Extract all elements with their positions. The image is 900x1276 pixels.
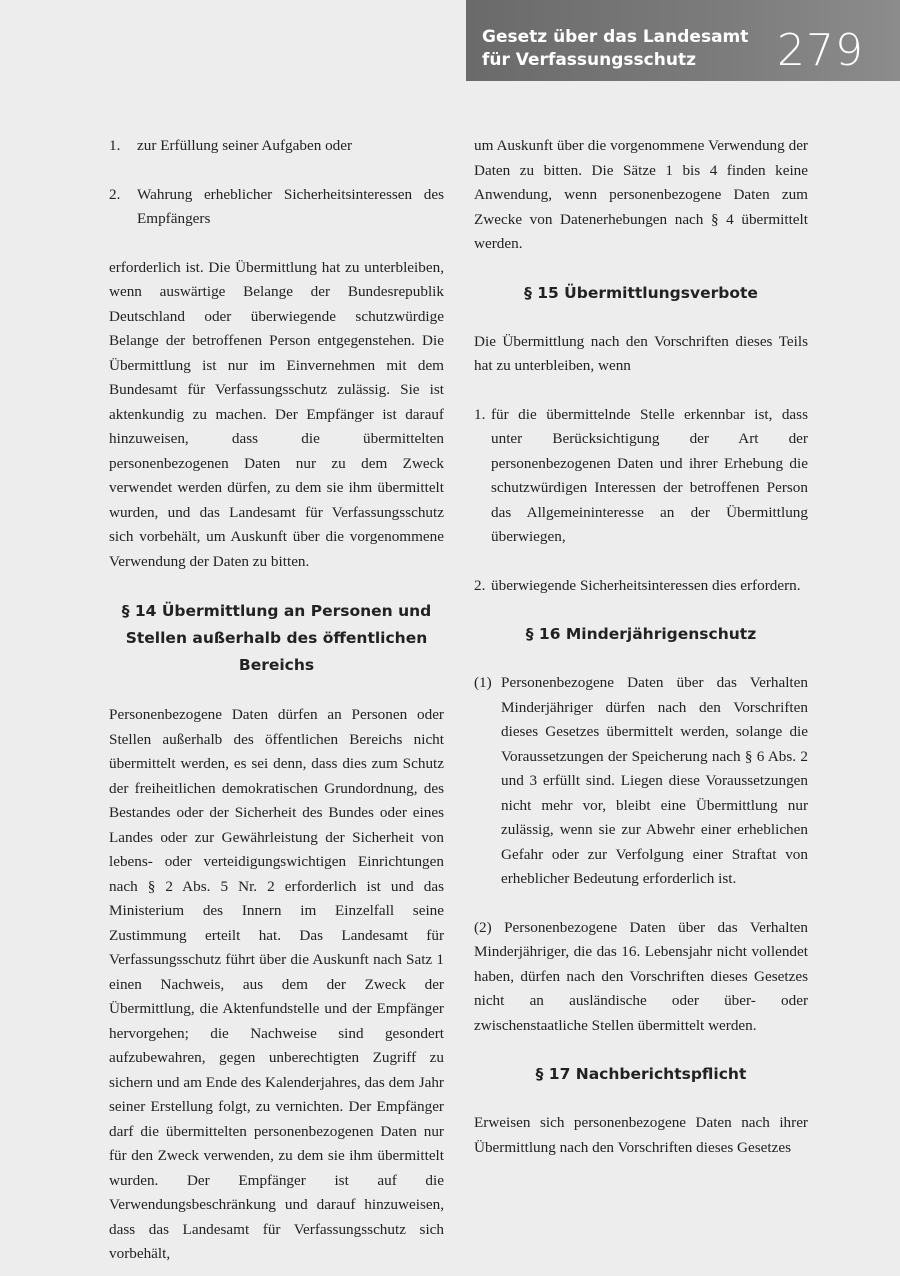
section-heading-16: § 16 Minderjährigenschutz	[525, 625, 757, 643]
list-text: überwiegende Sicherheitsinteressen dies erfordern.	[491, 576, 801, 594]
paragraph: Die Übermittlung nach den Vorschriften dieses Teils hat zu unterbleiben, wenn	[474, 332, 808, 374]
subsection-1	[474, 671, 808, 892]
running-header	[466, 0, 900, 81]
list-number: 2.	[474, 576, 486, 594]
paragraph: Personenbezogene Daten dürfen an Personen oder Stellen außerhalb des öffentlichen Bereichs nicht übermittelt werden, es sei denn, dass dies zum Schutz der freiheitlichen demokratischen Grundordnung, des Bestandes oder der Sicherheit des Bundes oder eines Landes oder zur Gewährleistung der Sicherheit von lebens- oder verteidigungswichtigen Einrichtungen nach § 2 Abs. 5 Nr. 2 erforderlich ist und das Ministerium des Innern im Einzelfall seine Zustimmung erteilt hat. Das Landesamt für Verfassungsschutz führt über die Auskunft nach Satz 1 einen Nachweis, aus dem der Zweck der Übermittlung, die Aktenfundstelle und der Empfänger hervorgehen; die Nachweise sind gesondert aufzubewahren, gegen unberechtigten Zugriff zu sichern und am Ende des Kalenderjahres, das dem Jahr seiner Erstellung folgt, zu vernichten. Der Empfänger darf die übermittelten personenbezogenen Daten nur für den Zweck verwenden, zu dem sie ihm übermittelt wurden. Der Empfänger ist auf die Verwendungsbeschränkung und darauf hinzuweisen, dass das Landesamt für Verfassungsschutz sich vorbehält,	[109, 706, 444, 1262]
header-title-line2: für Verfassungsschutz	[482, 50, 696, 70]
list-item	[474, 403, 808, 550]
list-number: 1.	[474, 405, 486, 423]
page-number: 279	[777, 25, 864, 76]
list-number: 1.	[109, 137, 121, 154]
right-column	[474, 134, 808, 1160]
subsection-2: (2) Personenbezogene Daten über das Verhalten Minderjähriger, die das 16. Lebensjahr nicht vollendet haben, dürfen nach den Vorschriften dieses Gesetzes nicht an ausländische oder über- oder zwischenstaatliche Stellen übermittelt werden.	[474, 918, 808, 1034]
list-item	[109, 134, 444, 159]
list-item	[109, 183, 444, 232]
left-column	[109, 134, 444, 1267]
paragraph: erforderlich ist. Die Übermittlung hat zu unterbleiben, wenn auswärtige Belange der Bundesrepublik Deutschland oder überwiegende schutzwürdige Belange der betroffenen Person entgegenstehen. Die Übermittlung ist nur im Einvernehmen mit dem Bundesamt für Verfassungsschutz zulässig. Sie ist aktenkundig zu machen. Der Empfänger ist darauf hinzuweisen, dass die übermittelten personenbezogenen Daten nur zu dem Zweck verwendet werden dürfen, zu dem sie ihm übermittelt wurden, und das Landesamt für Verfassungsschutz sich vorbehält, um Auskunft über die vorgenommene Verwendung der Daten zu bitten.	[109, 258, 444, 570]
section-heading-15: § 15 Übermittlungsverbote	[524, 283, 758, 302]
subsection-text: Personenbezogene Daten über das Verhalten Minderjähriger dürfen nach den Vorschriften dieses Gesetzes übermittelt werden, solange die Voraussetzungen der Speicherung nach § 6 Abs. 2 und 3 erfüllt sind. Liegen diese Voraussetzungen nicht mehr vor, bleibt eine Übermittlung nur zulässig, wenn sie zur Abwehr einer erheblichen Gefahr oder zur Verfolgung einer Straftat von erheblicher Bedeutung erforderlich ist.	[501, 674, 808, 887]
list-text: für die übermittelnde Stelle erkennbar ist, dass unter Berücksichtigung der Art der personenbezogenen Daten und ihrer Erhebung die schutzwürdigen Interessen der betroffenen Person das Allgemeininteresse an der Übermittlung überwiegen,	[491, 405, 808, 545]
section-heading-14: § 14 Übermittlung an Personen und Stellen außerhalb des öffentlichen Bereichs	[121, 602, 432, 674]
list-number: 2.	[109, 185, 121, 203]
header-title	[482, 26, 748, 72]
header-title-line1: Gesetz über das Landesamt	[482, 27, 749, 47]
paragraph: Erweisen sich personenbezogene Daten nach ihrer Übermittlung nach den Vorschriften dieses Gesetzes	[474, 1114, 808, 1156]
paragraph: um Auskunft über die vorgenommene Verwendung der Daten zu bitten. Die Sätze 1 bis 4 finden keine Anwendung, wenn personenbezogene Daten zum Zwecke von Datenerhebungen nach § 4 übermittelt werden.	[474, 137, 808, 252]
list-text: zur Erfüllung seiner Aufgaben oder	[137, 137, 353, 154]
subsection-number: (1)	[474, 674, 492, 691]
list-text: Wahrung erheblicher Sicherheitsinteressen des Empfängers	[137, 185, 444, 227]
section-heading-17: § 17 Nachberichtspflicht	[535, 1065, 747, 1083]
list-item	[474, 574, 808, 599]
